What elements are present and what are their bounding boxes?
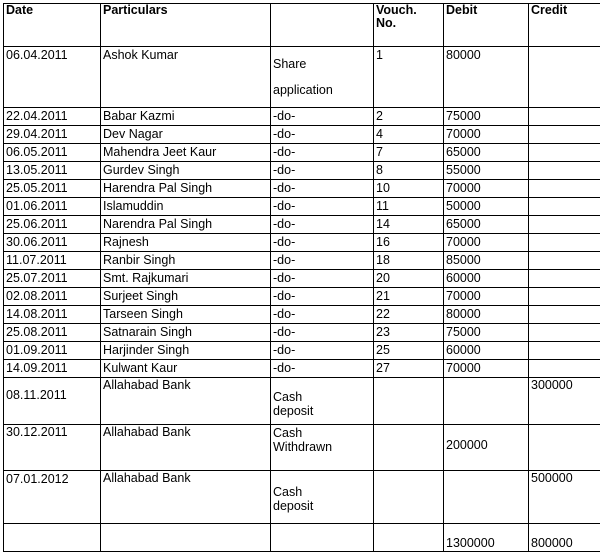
cell-debit [444, 378, 529, 425]
cell-date: 07.01.2012 [4, 471, 101, 524]
cell-debit: 60000 [444, 270, 529, 288]
column-header-date-label: Date [6, 4, 99, 17]
cell-debit: 60000 [444, 342, 529, 360]
table-row [4, 288, 600, 306]
cell-credit [529, 270, 600, 288]
cell-date: 25.07.2011 [4, 270, 101, 288]
cell-nature-line1: Cash [273, 390, 372, 404]
cell-particulars: Dev Nagar [101, 126, 271, 144]
column-header-date [4, 4, 101, 47]
cell-credit [529, 234, 600, 252]
cell-debit: 65000 [444, 144, 529, 162]
cell-date: 29.04.2011 [4, 126, 101, 144]
column-header-nature [271, 4, 374, 47]
cell-date: 01.06.2011 [4, 198, 101, 216]
header-row [4, 4, 600, 47]
cell-date: 13.05.2011 [4, 162, 101, 180]
column-header-debit-label: Debit [446, 4, 527, 17]
cell-voucher-no: 11 [374, 198, 444, 216]
column-header-particulars-label: Particulars [103, 4, 269, 17]
cell-debit: 70000 [444, 360, 529, 378]
cell-credit [529, 306, 600, 324]
cell-voucher-no: 21 [374, 288, 444, 306]
table-row [4, 126, 600, 144]
cell-nature: -do- [271, 234, 374, 252]
cell-nature: -do- [271, 162, 374, 180]
table-row [4, 234, 600, 252]
cell-voucher-no: 20 [374, 270, 444, 288]
cell-particulars: Allahabad Bank [101, 471, 271, 524]
table-row [4, 216, 600, 234]
table-header [4, 4, 600, 47]
cell-voucher-no [374, 378, 444, 425]
table-row [4, 471, 600, 524]
totals-row [4, 524, 600, 552]
cell-particulars: Satnarain Singh [101, 324, 271, 342]
cell-voucher-no: 23 [374, 324, 444, 342]
cell-debit: 80000 [444, 306, 529, 324]
cell-particulars: Mahendra Jeet Kaur [101, 144, 271, 162]
cell-date: 25.05.2011 [4, 180, 101, 198]
table-row [4, 425, 600, 471]
cell-date: 22.04.2011 [4, 108, 101, 126]
cell-voucher-no: 25 [374, 342, 444, 360]
cell-credit [529, 252, 600, 270]
table-row [4, 324, 600, 342]
cell-nature: -do- [271, 360, 374, 378]
ledger-table-container [3, 3, 600, 552]
cell-nature-line1: Share [273, 51, 372, 77]
cell-voucher-no: 27 [374, 360, 444, 378]
table-row [4, 270, 600, 288]
cell-debit: 80000 [444, 47, 529, 108]
cell-total-particulars [101, 524, 271, 552]
cell-nature: -do- [271, 108, 374, 126]
cell-voucher-no: 4 [374, 126, 444, 144]
cell-particulars: Narendra Pal Singh [101, 216, 271, 234]
cell-particulars: Smt. Rajkumari [101, 270, 271, 288]
cell-nature-line2: application [273, 77, 372, 103]
cell-date: 11.07.2011 [4, 252, 101, 270]
cell-nature-line2: deposit [273, 499, 372, 513]
cell-debit: 70000 [444, 126, 529, 144]
cell-debit: 70000 [444, 234, 529, 252]
cell-date: 01.09.2011 [4, 342, 101, 360]
cell-date: 08.11.2011 [4, 378, 101, 425]
cell-credit [529, 360, 600, 378]
table-row [4, 306, 600, 324]
cell-particulars: Ashok Kumar [101, 47, 271, 108]
column-header-voucher-no-label-line1: Vouch. [376, 4, 442, 17]
cell-date: 25.06.2011 [4, 216, 101, 234]
cell-debit: 70000 [444, 180, 529, 198]
cell-credit [529, 216, 600, 234]
table-row [4, 378, 600, 425]
cell-nature: -do- [271, 126, 374, 144]
table-row [4, 252, 600, 270]
cell-credit [529, 108, 600, 126]
cell-date: 25.08.2011 [4, 324, 101, 342]
column-header-voucher-no [374, 4, 444, 47]
table-row [4, 198, 600, 216]
cell-debit: 200000 [444, 425, 529, 471]
table-row [4, 360, 600, 378]
cell-credit [529, 162, 600, 180]
cell-voucher-no: 14 [374, 216, 444, 234]
cell-date: 14.09.2011 [4, 360, 101, 378]
cell-voucher-no: 7 [374, 144, 444, 162]
cell-credit [529, 144, 600, 162]
cell-nature-line1: Cash [273, 485, 372, 499]
cell-total-debit: 1300000 [444, 524, 529, 552]
cell-nature: -do- [271, 198, 374, 216]
column-header-debit [444, 4, 529, 47]
cell-credit [529, 324, 600, 342]
cell-credit [529, 198, 600, 216]
cell-voucher-no: 18 [374, 252, 444, 270]
cell-nature: -do- [271, 270, 374, 288]
cell-nature: -do- [271, 180, 374, 198]
table-row [4, 144, 600, 162]
cell-nature [271, 425, 374, 471]
cell-credit [529, 425, 600, 471]
table-body [4, 47, 600, 552]
cell-particulars: Allahabad Bank [101, 378, 271, 425]
cell-credit [529, 180, 600, 198]
cell-particulars: Tarseen Singh [101, 306, 271, 324]
cell-total-nature [271, 524, 374, 552]
cell-particulars: Gurdev Singh [101, 162, 271, 180]
cell-total-voucher-no [374, 524, 444, 552]
cell-credit [529, 288, 600, 306]
cell-debit: 75000 [444, 108, 529, 126]
column-header-credit [529, 4, 600, 47]
cell-nature [271, 471, 374, 524]
cell-particulars: Rajnesh [101, 234, 271, 252]
cell-credit [529, 47, 600, 108]
cell-voucher-no: 1 [374, 47, 444, 108]
cell-voucher-no: 10 [374, 180, 444, 198]
cell-nature [271, 378, 374, 425]
cell-date: 06.04.2011 [4, 47, 101, 108]
cell-credit: 500000 [529, 471, 600, 524]
cell-nature: -do- [271, 306, 374, 324]
cell-particulars: Islamuddin [101, 198, 271, 216]
table-row [4, 180, 600, 198]
cell-debit: 70000 [444, 288, 529, 306]
cell-debit: 50000 [444, 198, 529, 216]
table-row [4, 108, 600, 126]
cell-voucher-no [374, 471, 444, 524]
ledger-table [3, 3, 600, 552]
cell-date: 30.12.2011 [4, 425, 101, 471]
cell-particulars: Surjeet Singh [101, 288, 271, 306]
cell-nature: -do- [271, 216, 374, 234]
cell-nature-line2: deposit [273, 404, 372, 418]
cell-voucher-no: 22 [374, 306, 444, 324]
cell-debit: 75000 [444, 324, 529, 342]
cell-voucher-no [374, 425, 444, 471]
cell-total-credit: 800000 [529, 524, 600, 552]
cell-debit: 85000 [444, 252, 529, 270]
cell-date: 14.08.2011 [4, 306, 101, 324]
cell-credit [529, 342, 600, 360]
cell-debit [444, 471, 529, 524]
column-header-particulars [101, 4, 271, 47]
cell-date: 30.06.2011 [4, 234, 101, 252]
cell-date: 02.08.2011 [4, 288, 101, 306]
cell-debit: 65000 [444, 216, 529, 234]
cell-nature: -do- [271, 144, 374, 162]
cell-particulars: Babar Kazmi [101, 108, 271, 126]
table-row [4, 162, 600, 180]
cell-particulars: Allahabad Bank [101, 425, 271, 471]
cell-nature [271, 47, 374, 108]
cell-date: 06.05.2011 [4, 144, 101, 162]
cell-voucher-no: 16 [374, 234, 444, 252]
cell-nature: -do- [271, 342, 374, 360]
cell-voucher-no: 2 [374, 108, 444, 126]
cell-nature-line1: Cash [273, 426, 372, 440]
cell-voucher-no: 8 [374, 162, 444, 180]
cell-credit: 300000 [529, 378, 600, 425]
table-row [4, 342, 600, 360]
cell-credit [529, 126, 600, 144]
column-header-voucher-no-label-line2: No. [376, 17, 442, 30]
cell-particulars: Harendra Pal Singh [101, 180, 271, 198]
cell-debit: 55000 [444, 162, 529, 180]
cell-particulars: Harjinder Singh [101, 342, 271, 360]
cell-nature-line2: Withdrawn [273, 440, 372, 454]
cell-particulars: Kulwant Kaur [101, 360, 271, 378]
column-header-credit-label: Credit [531, 4, 600, 17]
cell-nature: -do- [271, 324, 374, 342]
cell-particulars: Ranbir Singh [101, 252, 271, 270]
cell-nature: -do- [271, 252, 374, 270]
cell-total-date [4, 524, 101, 552]
table-row [4, 47, 600, 108]
cell-nature: -do- [271, 288, 374, 306]
